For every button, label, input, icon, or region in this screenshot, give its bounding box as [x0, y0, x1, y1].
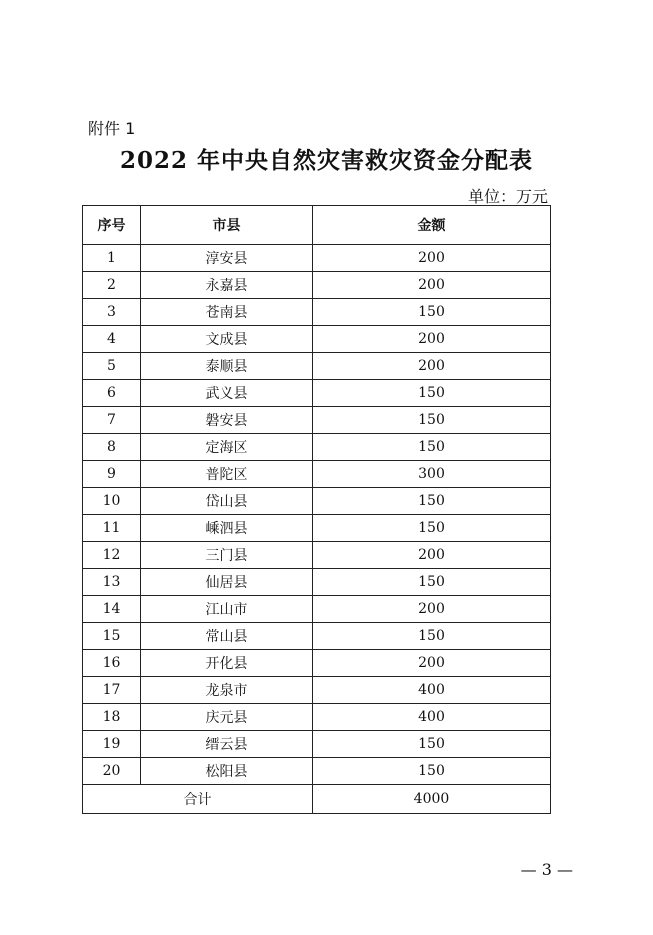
table-row — [83, 677, 551, 704]
table-row — [83, 326, 551, 353]
row-county: 普陀区 — [141, 461, 313, 488]
table-row — [83, 299, 551, 326]
row-county: 永嘉县 — [141, 272, 313, 299]
row-county: 淳安县 — [141, 245, 313, 272]
row-county: 苍南县 — [141, 299, 313, 326]
table-row — [83, 245, 551, 272]
row-number: 20 — [83, 758, 141, 785]
row-amount: 150 — [313, 299, 551, 326]
table-header-row — [83, 206, 551, 245]
row-amount: 200 — [313, 596, 551, 623]
attachment-label: 附件 1 — [88, 119, 136, 138]
table-row — [83, 596, 551, 623]
table-row — [83, 704, 551, 731]
row-number: 15 — [83, 623, 141, 650]
header-number: 序号 — [83, 206, 141, 245]
row-county: 嵊泗县 — [141, 515, 313, 542]
row-amount: 300 — [313, 461, 551, 488]
table-row — [83, 461, 551, 488]
row-county: 江山市 — [141, 596, 313, 623]
row-county: 岱山县 — [141, 488, 313, 515]
table-row — [83, 515, 551, 542]
row-number: 3 — [83, 299, 141, 326]
row-number: 5 — [83, 353, 141, 380]
row-number: 17 — [83, 677, 141, 704]
row-number: 18 — [83, 704, 141, 731]
allocation-table — [82, 205, 551, 814]
row-number: 8 — [83, 434, 141, 461]
document-title: 2022 年中央自然灾害救灾资金分配表 — [119, 147, 534, 174]
row-county: 磐安县 — [141, 407, 313, 434]
row-number: 1 — [83, 245, 141, 272]
row-number: 4 — [83, 326, 141, 353]
row-amount: 400 — [313, 704, 551, 731]
row-county: 庆元县 — [141, 704, 313, 731]
row-county: 三门县 — [141, 542, 313, 569]
row-amount: 150 — [313, 515, 551, 542]
table-row — [83, 542, 551, 569]
table-row — [83, 569, 551, 596]
row-amount: 200 — [313, 245, 551, 272]
row-amount: 150 — [313, 623, 551, 650]
table-row — [83, 434, 551, 461]
table-row — [83, 380, 551, 407]
row-number: 7 — [83, 407, 141, 434]
table-row — [83, 407, 551, 434]
row-amount: 200 — [313, 272, 551, 299]
row-number: 2 — [83, 272, 141, 299]
row-county: 文成县 — [141, 326, 313, 353]
row-number: 11 — [83, 515, 141, 542]
row-county: 龙泉市 — [141, 677, 313, 704]
row-number: 12 — [83, 542, 141, 569]
row-amount: 150 — [313, 434, 551, 461]
row-county: 常山县 — [141, 623, 313, 650]
row-amount: 150 — [313, 758, 551, 785]
row-amount: 200 — [313, 542, 551, 569]
table-row — [83, 731, 551, 758]
row-number: 19 — [83, 731, 141, 758]
row-number: 14 — [83, 596, 141, 623]
table-row — [83, 758, 551, 785]
row-number: 13 — [83, 569, 141, 596]
total-row — [83, 785, 551, 814]
table-row — [83, 650, 551, 677]
row-amount: 150 — [313, 380, 551, 407]
row-amount: 150 — [313, 488, 551, 515]
row-county: 缙云县 — [141, 731, 313, 758]
header-amount: 金额 — [313, 206, 551, 245]
row-amount: 200 — [313, 353, 551, 380]
row-number: 16 — [83, 650, 141, 677]
unit-label: 单位：万元 — [467, 187, 548, 206]
row-number: 10 — [83, 488, 141, 515]
row-amount: 200 — [313, 650, 551, 677]
row-county: 松阳县 — [141, 758, 313, 785]
row-county: 泰顺县 — [141, 353, 313, 380]
row-number: 9 — [83, 461, 141, 488]
table-row — [83, 488, 551, 515]
row-amount: 150 — [313, 731, 551, 758]
row-amount: 400 — [313, 677, 551, 704]
table-row — [83, 272, 551, 299]
row-county: 仙居县 — [141, 569, 313, 596]
row-amount: 150 — [313, 569, 551, 596]
row-amount: 150 — [313, 407, 551, 434]
total-label: 合计 — [83, 785, 313, 814]
row-number: 6 — [83, 380, 141, 407]
total-amount: 4000 — [313, 785, 551, 814]
header-county: 市县 — [141, 206, 313, 245]
row-county: 武义县 — [141, 380, 313, 407]
row-amount: 200 — [313, 326, 551, 353]
row-county: 定海区 — [141, 434, 313, 461]
row-county: 开化县 — [141, 650, 313, 677]
table-row — [83, 623, 551, 650]
page-number: — 3 — — [520, 860, 573, 879]
table-row — [83, 353, 551, 380]
